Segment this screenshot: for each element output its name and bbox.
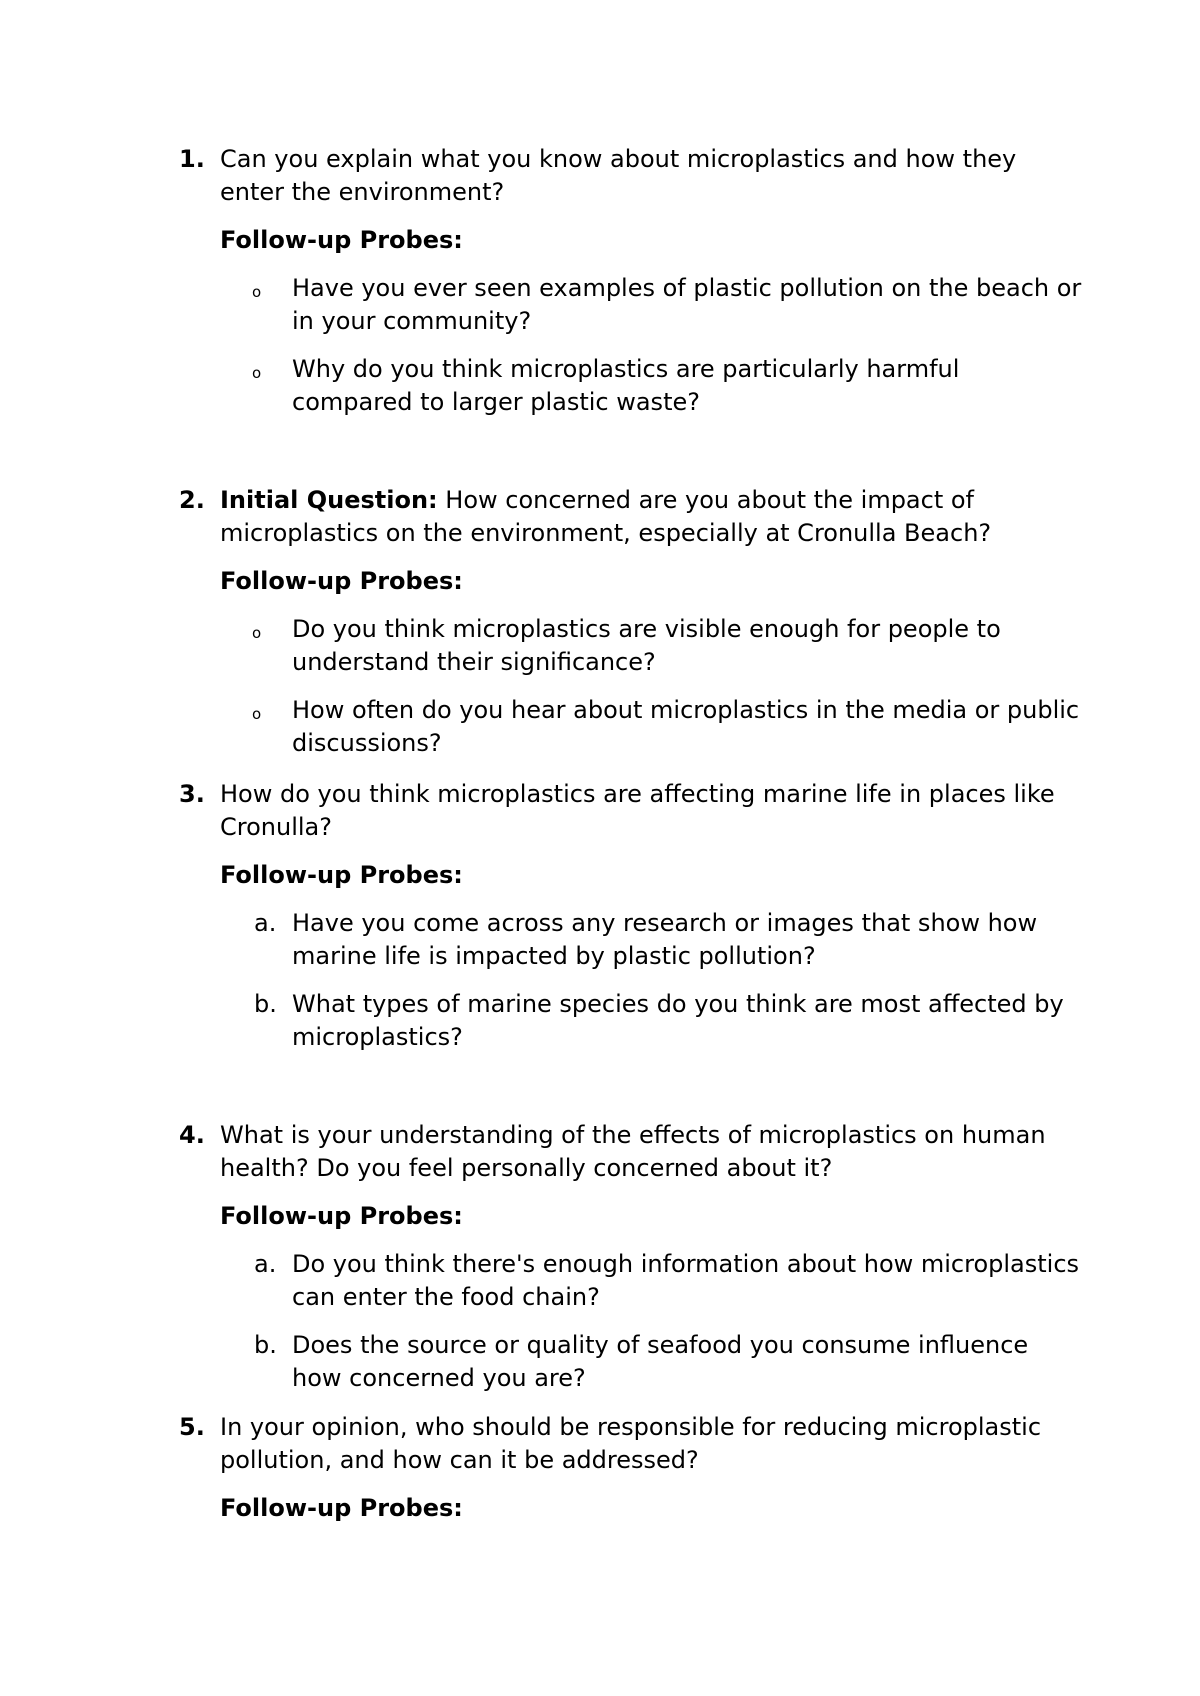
question-number: 5. [179, 1413, 205, 1441]
question-5 [179, 1411, 1079, 1525]
probes-label: Follow-up Probes: [220, 1494, 463, 1522]
probe-item [254, 907, 1082, 973]
probe-text: Do you think microplastics are visible enough for people to understand their significance? [292, 615, 1001, 676]
question-text [220, 484, 1080, 550]
question-body: In your opinion, who should be responsible for reducing microplastic pollution, and how can it be addressed? [220, 1413, 1042, 1474]
question-3 [179, 778, 1079, 1054]
question-body: How do you think microplastics are affecting marine life in places like Cronulla? [220, 780, 1055, 841]
question-number: 3. [179, 780, 205, 808]
probe-item [252, 694, 1082, 760]
probe-marker: b. [254, 1331, 277, 1359]
question-number: 1. [179, 145, 205, 173]
question-4 [179, 1119, 1079, 1395]
question-body: Can you explain what you know about microplastics and how they enter the environment? [220, 145, 1017, 206]
probe-text: Have you ever seen examples of plastic pollution on the beach or in your community? [292, 274, 1082, 335]
circle-bullet-icon: o [252, 283, 262, 301]
probe-item [254, 1248, 1082, 1314]
probe-item [252, 272, 1082, 338]
probe-text: What types of marine species do you think are most affected by microplastics? [292, 990, 1064, 1051]
probes-label: Follow-up Probes: [220, 861, 463, 889]
probes-label: Follow-up Probes: [220, 226, 463, 254]
probe-item [252, 353, 1082, 419]
probe-marker: b. [254, 990, 277, 1018]
probe-text: How often do you hear about microplastics in the media or public discussions? [292, 696, 1080, 757]
circle-bullet-icon: o [252, 705, 262, 723]
probe-item [254, 1329, 1082, 1395]
probe-text: Does the source or quality of seafood you consume influence how concerned you are? [292, 1331, 1029, 1392]
probes-label: Follow-up Probes: [220, 567, 463, 595]
probe-item [252, 613, 1082, 679]
question-body: What is your understanding of the effects of microplastics on human health? Do you feel personally concerned about it? [220, 1121, 1046, 1182]
circle-bullet-icon: o [252, 624, 262, 642]
question-text [220, 778, 1080, 844]
probe-text: Have you come across any research or images that show how marine life is impacted by plastic pollution? [292, 909, 1038, 970]
question-text [220, 1411, 1080, 1477]
probe-text: Do you think there's enough information about how microplastics can enter the food chain? [292, 1250, 1080, 1311]
question-text [220, 143, 1080, 209]
probe-marker: a. [254, 909, 277, 937]
probe-item [254, 988, 1082, 1054]
question-lead: Initial Question: [220, 486, 438, 514]
probe-marker: a. [254, 1250, 277, 1278]
probes-label: Follow-up Probes: [220, 1202, 463, 1230]
probe-text: Why do you think microplastics are particularly harmful compared to larger plastic waste? [292, 355, 960, 416]
question-number: 2. [179, 486, 205, 514]
question-text [220, 1119, 1080, 1185]
circle-bullet-icon: o [252, 364, 262, 382]
question-body: How concerned are you about the impact of microplastics on the environment, especially at Cronulla Beach? [220, 486, 992, 547]
question-1 [179, 143, 1082, 419]
question-number: 4. [179, 1121, 205, 1149]
question-2 [179, 484, 1079, 760]
